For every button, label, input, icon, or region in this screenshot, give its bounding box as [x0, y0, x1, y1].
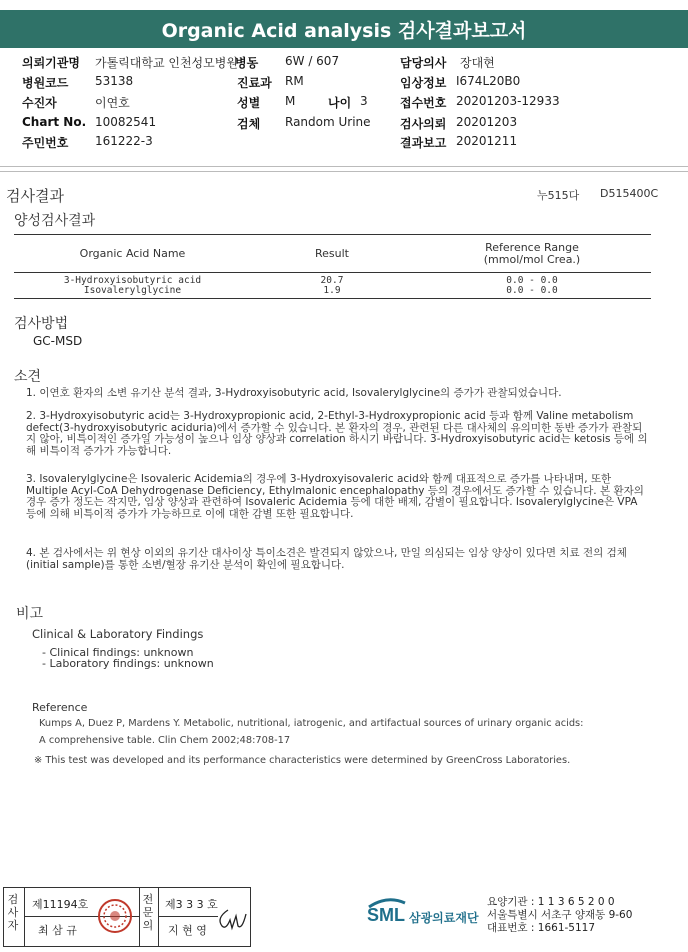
divider: [0, 166, 688, 167]
ward-value: 6W / 607: [285, 54, 340, 68]
report-date-label: 결과보고: [400, 136, 447, 150]
institution-value: 가톨릭대학교 인천성모병원: [95, 56, 238, 70]
recipient-label: 수진자: [22, 96, 57, 110]
specimen-value: Random Urine: [285, 115, 371, 129]
hospital-code-value: 53138: [95, 74, 134, 88]
reviewer-label: 전 문 의: [142, 893, 154, 932]
table-row: [14, 286, 651, 299]
ward-label: 병동: [235, 56, 259, 70]
report-date-value: 20201211: [456, 134, 518, 148]
sex-value: M: [285, 94, 296, 108]
finding-2: 2. 3-Hydroxyisobutyric acid는 3-Hydroxypropionic acid, 2-Ethyl-3-Hydroxypropionic acid 등과 함께 Valine metabolism defect(3-hydroxyisobutyric aciduria)에서 증가할 수 있습니다. 본 환자의 경우, 관련된 다른 대사체의 유의미한 동반 증가가 관찰되지 않아, 비특이적인 증가일 가능성이 높으나 임상 양상과 correlation 하시기 바랍니다. 3-Hydroxyisobutyric acid는 ketosis 등에 의해 비특이적 증가가 가능합니다.: [26, 410, 648, 457]
tester-license-no: 제11194호: [32, 898, 89, 911]
care-institution-no: 요양기관 : 1 1 3 6 5 2 0 0: [487, 896, 615, 908]
code-1: 누515다: [537, 189, 580, 202]
acid-range: 0.0 - 0.0: [506, 275, 558, 286]
clinical-info-value: I674L20B0: [456, 74, 521, 88]
results-table: [14, 234, 651, 299]
method-heading: 검사방법: [14, 316, 69, 332]
disclaimer: ※ This test was developed and its performance characteristics were determined by GreenCross Laboratories.: [34, 755, 571, 766]
col-header-range: Reference Range (mmol/mol Crea.): [413, 235, 651, 273]
method-value: GC-MSD: [33, 334, 83, 348]
request-date-value: 20201203: [456, 115, 518, 129]
finding-4: 4. 본 검사에서는 위 현상 이외의 유기산 대사이상 특이소견은 발견되지 않았으나, 만일 의심되는 임상 양상이 있다면 치료 전의 검체 (initial sample)를 통한 소변/혈장 유기산 분석이 확인에 필요합니다.: [26, 547, 627, 571]
acid-result: 1.9: [251, 286, 413, 299]
finding-1: 1. 이연호 환자의 소변 유기산 분석 결과, 3-Hydroxyisobutyric acid, Isovalerylglycine의 증가가 관찰되었습니다.: [26, 387, 562, 399]
positive-results-heading: 양성검사결과: [14, 213, 96, 229]
rrn-label: 주민번호: [22, 136, 69, 150]
table-row: [14, 273, 651, 287]
tester-label: 검 사 자: [7, 893, 19, 932]
age-value: 3: [360, 94, 368, 108]
request-date-label: 검사의뢰: [400, 117, 447, 131]
reviewer-license-no: 제3 3 3 호: [165, 898, 218, 911]
divider: [24, 888, 25, 946]
sex-label: 성별: [237, 96, 261, 110]
results-heading: 검사결과: [6, 187, 64, 205]
dept-label: 진료과: [237, 76, 272, 90]
recipient-value: 이연호: [95, 96, 130, 110]
dept-value: RM: [285, 74, 304, 88]
signature-icon: [214, 906, 248, 932]
sml-logo-text: SML: [367, 905, 405, 925]
code-2: D515400C: [600, 187, 659, 200]
address: 서울특별시 서초구 양재동 9-60: [487, 909, 633, 921]
col-header-name: Organic Acid Name: [14, 235, 251, 273]
divider: [0, 171, 688, 172]
clinical-lab-heading: Clinical & Laboratory Findings: [32, 627, 204, 641]
sml-name: 삼광의료재단: [409, 911, 479, 925]
clinical-info-label: 임상정보: [400, 76, 447, 90]
clinical-findings: - Clinical findings: unknown: [42, 646, 194, 659]
chart-no-value: 10082541: [95, 115, 157, 129]
age-label: 나이: [328, 96, 352, 110]
reference-heading: Reference: [32, 701, 88, 714]
divider: [158, 888, 159, 946]
doctor-label: 담당의사: [400, 56, 447, 70]
tester-name: 최 삼 규: [38, 924, 77, 937]
reception-no-label: 접수번호: [400, 96, 447, 110]
seal-stamp-icon: [97, 898, 133, 934]
phone: 대표번호 : 1661-5117: [487, 922, 596, 934]
remarks-heading: 비고: [16, 606, 44, 622]
rrn-value: 161222-3: [95, 134, 153, 148]
institution-label: 의뢰기관명: [22, 56, 80, 70]
doctor-value: 장대현: [460, 56, 495, 70]
signature-box: [3, 887, 251, 947]
reference-line-1: Kumps A, Duez P, Mardens Y. Metabolic, nutritional, iatrogenic, and artifactual sources of urinary organic acids:: [39, 718, 584, 729]
divider: [158, 916, 218, 917]
specimen-label: 검체: [237, 117, 261, 131]
chart-no-label: Chart No.: [22, 115, 87, 129]
acid-name: Isovalerylglycine: [14, 286, 251, 299]
report-title: Organic Acid analysis 검사결과보고서: [0, 10, 688, 48]
col-header-result: Result: [251, 235, 413, 273]
acid-result: 20.7: [320, 275, 344, 286]
reference-line-2: A comprehensive table. Clin Chem 2002;48:708-17: [39, 735, 291, 746]
finding-3: 3. Isovalerylglycine은 Isovaleric Acidemia의 경우에 3-Hydroxyisovaleric acid와 함께 대표적으로 증가를 나타내며, 또한 Multiple Acyl-CoA Dehydrogenase Deficiency, Ethylmalonic encephalopathy 등의 경우에서도 증가할 수 있습니다. 본 환자의 경우 증가 정도는 작지만, 임상 양상과 관련하여 Isovaleric Acidemia 등에 대한 배제, 감별이 필요합니다. Isovalerylglycine은 VPA 등에 의해 비특이적 증가가 가능하므로 이에 대한 감별 또한 필요합니다.: [26, 473, 644, 520]
acid-range: 0.0 - 0.0: [413, 286, 651, 299]
divider: [139, 888, 140, 946]
reception-no-value: 20201203-12933: [456, 94, 560, 108]
reviewer-name: 지 현 영: [168, 924, 207, 937]
hospital-code-label: 병원코드: [22, 76, 69, 90]
lab-findings: - Laboratory findings: unknown: [42, 657, 214, 670]
lab-address-block: [487, 896, 632, 935]
acid-name: 3-Hydroxyisobutyric acid: [63, 275, 202, 286]
findings-heading: 소견: [14, 369, 42, 385]
